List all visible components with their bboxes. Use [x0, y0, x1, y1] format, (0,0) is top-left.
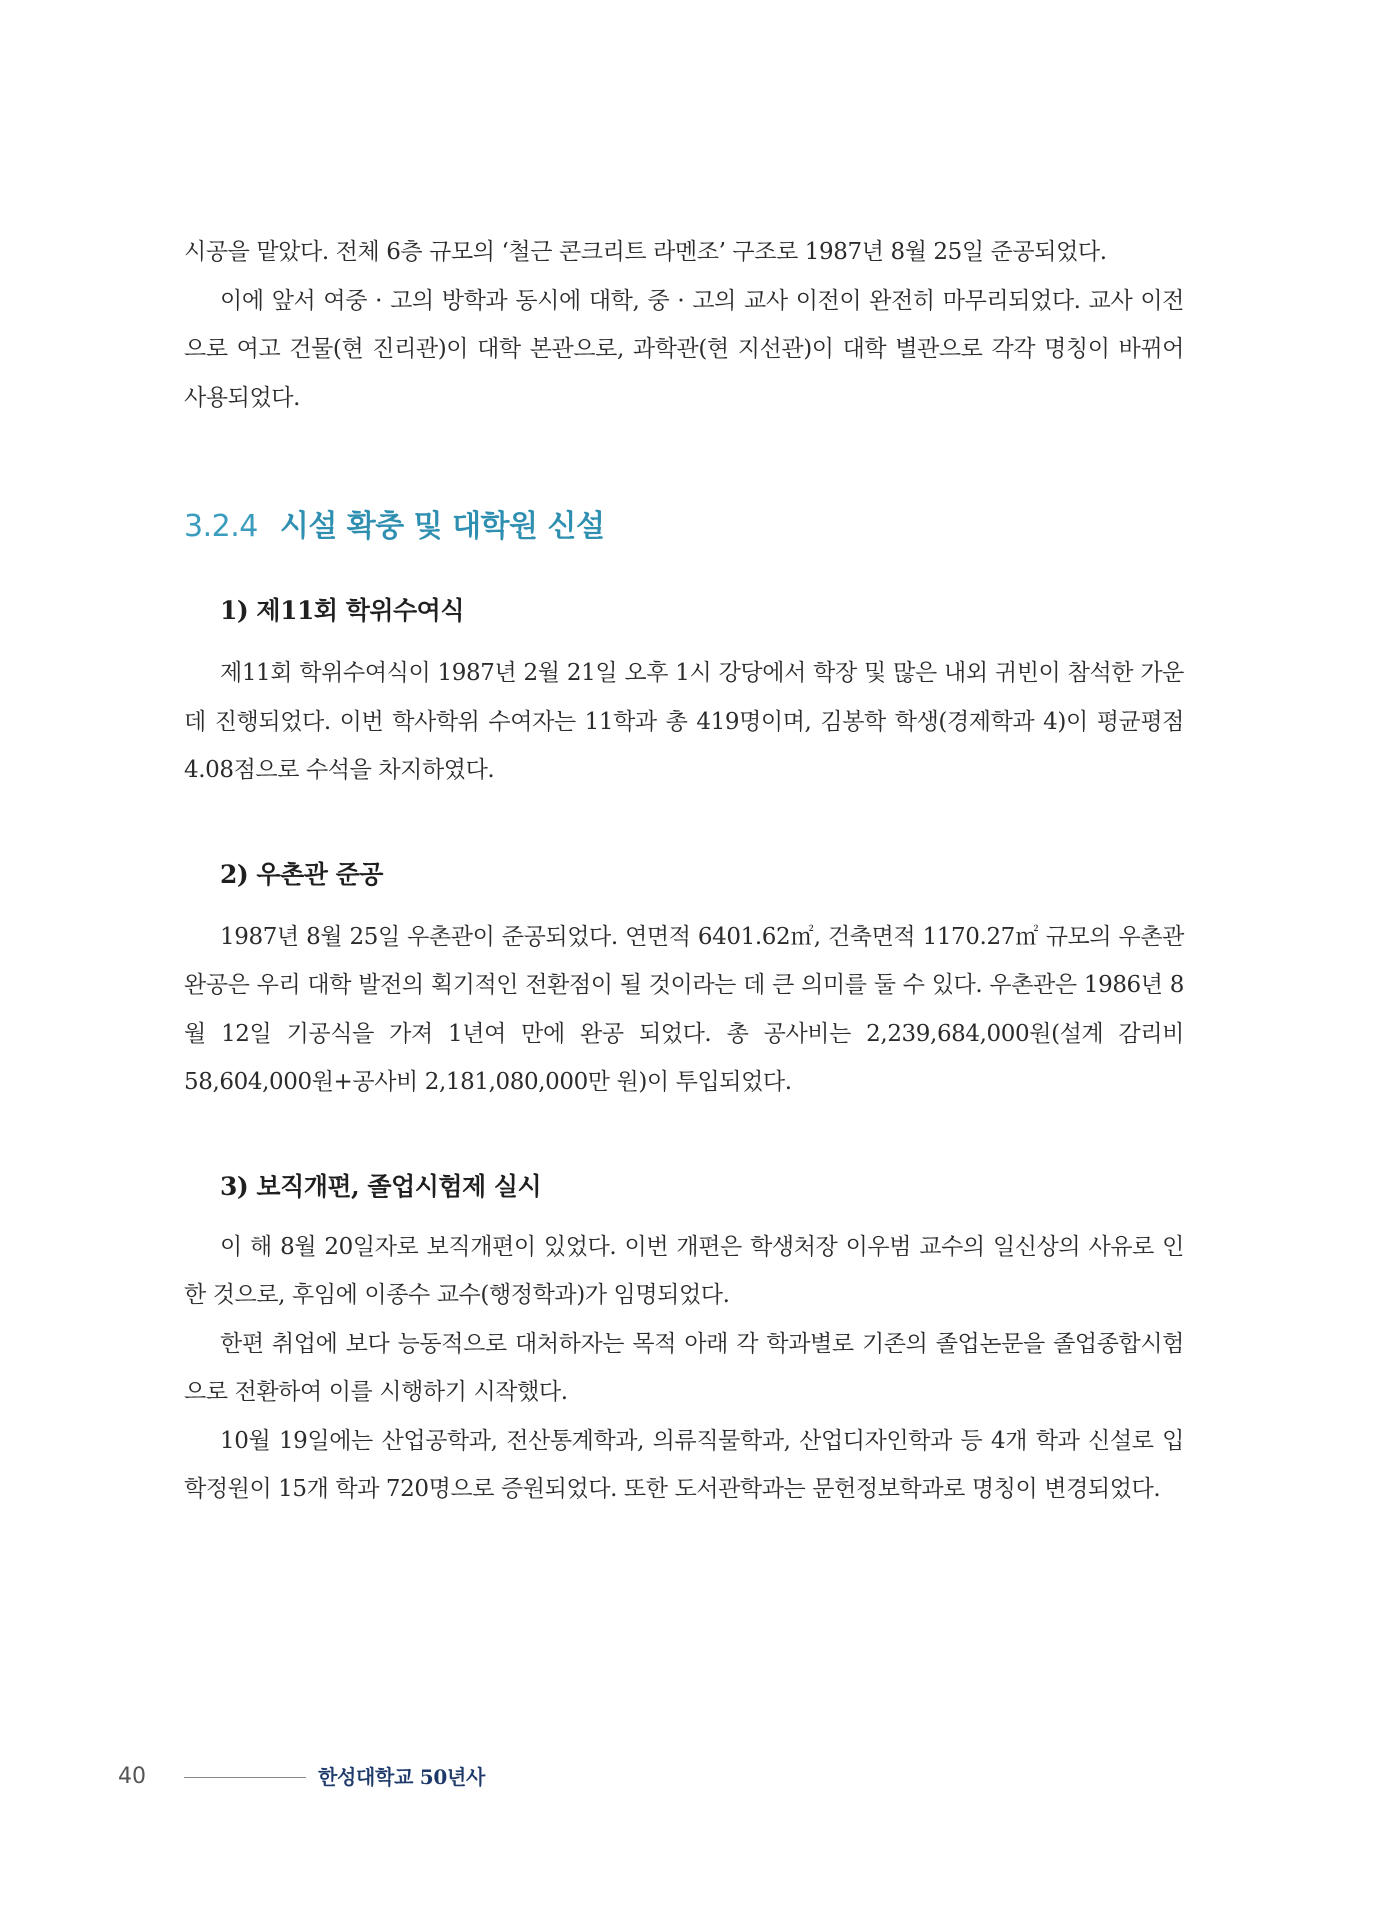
- subsection-3-paragraph-2: 한편 취업에 보다 능동적으로 대처하자는 목적 아래 각 학과별로 기존의 졸업논문을 졸업종합시험으로 전환하여 이를 시행하기 시작했다.: [184, 1330, 1184, 1405]
- section-heading: [184, 507, 1184, 547]
- subsection-3-paragraph-1: 이 해 8월 20일자로 보직개편이 있었다. 이번 개편은 학생처장 이우범 교수의 일신상의 사유로 인한 것으로, 후임에 이종수 교수(행정학과)가 임명되었다.: [184, 1233, 1184, 1308]
- section-number: 3.2.4: [184, 509, 258, 544]
- intro-paragraph-2: 이에 앞서 여중 · 고의 방학과 동시에 대학, 중 · 고의 교사 이전이 완전히 마무리되었다. 교사 이전으로 여고 건물(현 진리관)이 대학 본관으로, 과학관(현 지선관)이 대학 별관으로 각각 명칭이 바뀌어 사용되었다.: [184, 287, 1184, 411]
- subsection-2-paragraph-1: 1987년 8월 25일 우촌관이 준공되었다. 연면적 6401.62㎡, 건축면적 1170.27㎡ 규모의 우촌관 완공은 우리 대학 발전의 획기적인 전환점이 될 것이라는 데 큰 의미를 둘 수 있다. 우촌관은 1986년 8월 12일 기공식을 가져 1년여 만에 완공 되었다. 총 공사비는 2,239,684,000원(설계 감리비 58,604,000원+공사비 2,181,080,000만 원)이 투입되었다.: [184, 923, 1184, 1095]
- subsection-3-paragraph-3: 10월 19일에는 산업공학과, 전산통계학과, 의류직물학과, 산업디자인학과 등 4개 학과 신설로 입학정원이 15개 학과 720명으로 증원되었다. 또한 도서관학과는 문헌정보학과로 명칭이 변경되었다.: [184, 1427, 1184, 1502]
- subsection-1-paragraph-1: 제11회 학위수여식이 1987년 2월 21일 오후 1시 강당에서 학장 및 많은 내외 귀빈이 참석한 가운데 진행되었다. 이번 학사학위 수여자는 11학과 총 419명이며, 김봉학 학생(경제학과 4)이 평균평점 4.08점으로 수석을 차지하였다.: [184, 660, 1184, 783]
- subsection-title-2: 2) 우촌관 준공: [220, 859, 383, 889]
- subsection-title-1: 1) 제11회 학위수여식: [220, 596, 464, 625]
- page-number: 40: [118, 1764, 146, 1789]
- page-content: [184, 228, 1184, 1514]
- footer-divider: [184, 1777, 306, 1778]
- section-title: 시설 확충 및 대학원 신설: [279, 509, 605, 544]
- intro-paragraph-1: 시공을 맡았다. 전체 6층 규모의 ‘철근 콘크리트 라멘조’ 구조로 1987년 8월 25일 준공되었다.: [184, 239, 1107, 265]
- subsection-title-3: 3) 보직개편, 졸업시험제 실시: [220, 1171, 542, 1201]
- book-title: 한성대학교 50년사: [318, 1765, 486, 1789]
- page-footer: [118, 1762, 818, 1792]
